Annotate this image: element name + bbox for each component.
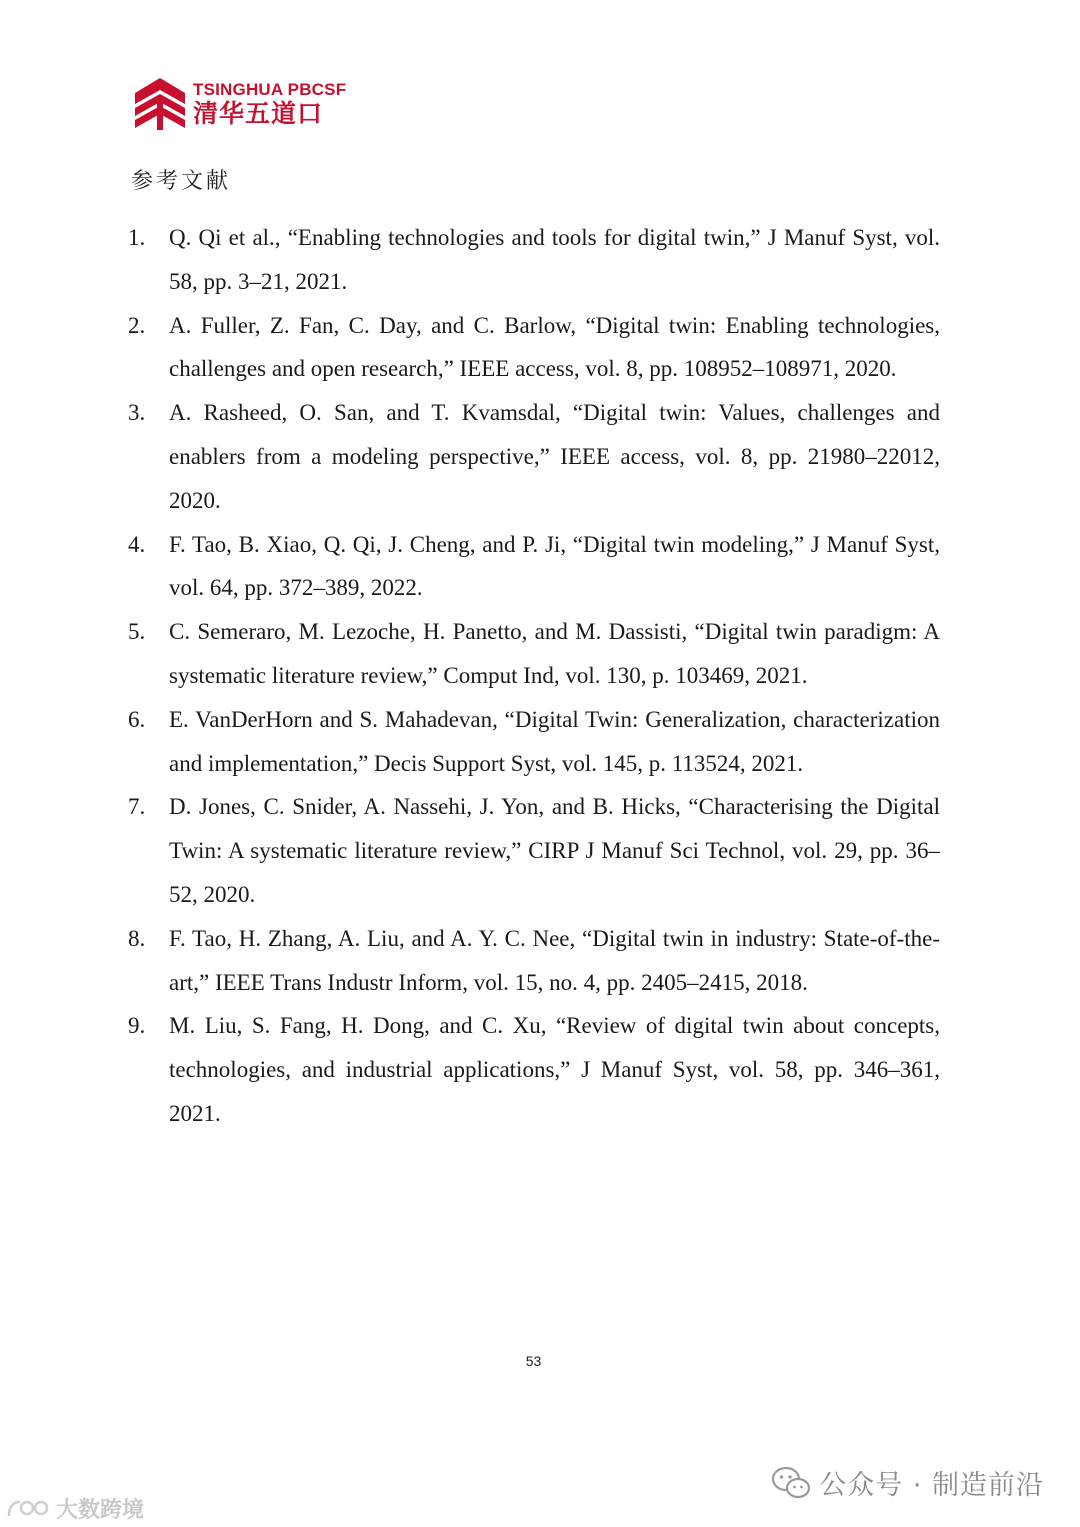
reference-list (128, 216, 940, 1136)
reference-item (128, 1004, 940, 1135)
reference-item (128, 523, 940, 611)
wechat-watermark-text: 公众号 · 制造前沿 (819, 1470, 1044, 1501)
page-number: 53 (525, 1353, 542, 1369)
reference-text: F. Tao, H. Zhang, A. Liu, and A. Y. C. Nee, “Digital twin in industry: State-of-the-art,” IEEE Trans Industr Inform, vol. 15, no. 4, pp. 2405–2415, 2018. (169, 925, 940, 995)
reference-number: 9. (128, 1013, 146, 1039)
logo-english-text: TSINGHUA PBCSF (193, 80, 347, 99)
reference-text: A. Rasheed, O. San, and T. Kvamsdal, “Digital twin: Values, challenges and enablers from a modeling perspective,” IEEE access, vol. 8, pp. 21980–22012, 2020. (169, 400, 940, 513)
reference-item (128, 610, 940, 698)
logo-chinese-text: 清华五道口 (193, 99, 324, 128)
reference-number: 6. (128, 706, 146, 732)
wechat-watermark (771, 1463, 1044, 1502)
pbcsf-emblem-icon (133, 76, 187, 132)
reference-number: 3. (128, 400, 146, 426)
reference-text: A. Fuller, Z. Fan, C. Day, and C. Barlow, “Digital twin: Enabling technologies, challenges and open research,” IEEE access, vol. 8, pp. 108952–108971, 2020. (169, 312, 940, 382)
reference-item (128, 216, 940, 304)
reference-item (128, 917, 940, 1005)
reference-number: 7. (128, 794, 146, 820)
reference-text: C. Semeraro, M. Lezoche, H. Panetto, and M. Dassisti, “Digital twin paradigm: A systematic literature review,” Comput Ind, vol. 130, p. 103469, 2021. (169, 619, 940, 688)
reference-text: M. Liu, S. Fang, H. Dong, and C. Xu, “Review of digital twin about concepts, technologies, and industrial applications,” J Manuf Syst, vol. 58, pp. 346–361, 2021. (169, 1013, 940, 1126)
header-logo (133, 76, 346, 132)
reference-number: 2. (128, 312, 146, 338)
reference-text: Q. Qi et al., “Enabling technologies and tools for digital twin,” J Manuf Syst, vol. 58, pp. 3–21, 2021. (169, 225, 940, 294)
corner-watermark-text: 大数跨境 (56, 1498, 145, 1523)
watermark-logo-icon (6, 1496, 52, 1522)
reference-item (128, 785, 940, 916)
reference-text: F. Tao, B. Xiao, Q. Qi, J. Cheng, and P. Ji, “Digital twin modeling,” J Manuf Syst, vol. 64, pp. 372–389, 2022. (169, 531, 940, 601)
reference-item (128, 698, 940, 786)
reference-item (128, 391, 940, 522)
reference-number: 4. (128, 531, 146, 557)
reference-number: 8. (128, 925, 146, 951)
reference-text: D. Jones, C. Snider, A. Nassehi, J. Yon, and B. Hicks, “Characterising the Digital Twin: A systematic literature review,” CIRP J Manuf Sci Technol, vol. 29, pp. 36–52, 2020. (169, 794, 940, 907)
reference-text: E. VanDerHorn and S. Mahadevan, “Digital Twin: Generalization, characterization and implementation,” Decis Support Syst, vol. 145, p. 113524, 2021. (169, 706, 940, 776)
reference-number: 5. (128, 619, 146, 645)
wechat-icon (771, 1466, 811, 1500)
reference-number: 1. (128, 225, 146, 250)
corner-watermark (6, 1493, 144, 1524)
section-title: 参考文献 (131, 169, 232, 194)
reference-item (128, 304, 940, 392)
